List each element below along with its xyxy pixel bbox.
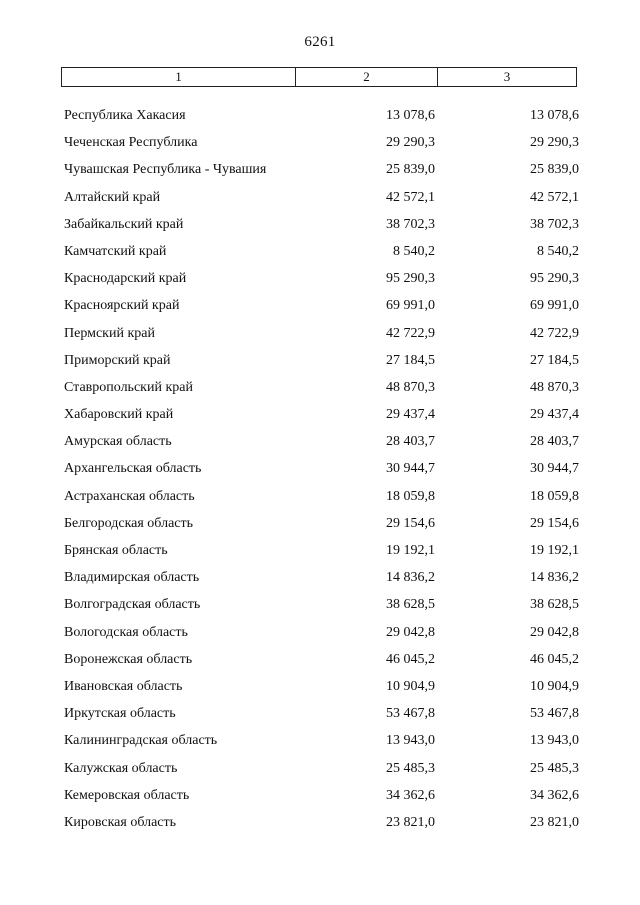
region-name: Амурская область: [64, 434, 172, 450]
region-name: Краснодарский край: [64, 271, 187, 287]
region-name: Камчатский край: [64, 243, 167, 259]
region-name: Владимирская область: [64, 570, 200, 586]
table-row: [0, 514, 640, 541]
table-row: [0, 133, 640, 160]
value-col2: 38 628,5: [386, 597, 435, 613]
value-col3: 29 154,6: [530, 515, 579, 531]
region-name: Кемеровская область: [64, 787, 190, 803]
value-col3: 46 045,2: [530, 651, 579, 667]
value-col3: 13 078,6: [530, 108, 579, 123]
value-col3: 14 836,2: [530, 570, 579, 586]
table-header: [61, 67, 577, 87]
value-col3: 30 944,7: [530, 461, 579, 477]
value-col3: 53 467,8: [530, 706, 579, 722]
table-row: [0, 351, 640, 378]
value-col2: 10 904,9: [386, 678, 435, 694]
value-col3: 29 437,4: [530, 407, 579, 423]
region-name: Ивановская область: [64, 678, 183, 694]
value-col3: 95 290,3: [530, 271, 579, 287]
value-col3: 69 991,0: [530, 298, 579, 314]
region-name: Забайкальский край: [64, 216, 184, 232]
value-col3: 13 943,0: [530, 733, 579, 749]
value-col2: 53 467,8: [386, 706, 435, 722]
table-row: [0, 813, 640, 840]
value-col3: 10 904,9: [530, 678, 579, 694]
value-col2: 13 078,6: [386, 108, 435, 123]
table-row: [0, 623, 640, 650]
value-col2: 13 943,0: [386, 733, 435, 749]
table-row: [0, 650, 640, 677]
table-row: [0, 541, 640, 568]
value-col2: 28 403,7: [386, 434, 435, 450]
region-name: Приморский край: [64, 352, 171, 368]
table-row: [0, 215, 640, 242]
region-name: Волгоградская область: [64, 597, 201, 613]
header-cell-col2: 2: [296, 68, 438, 86]
value-col3: 38 628,5: [530, 597, 579, 613]
value-col3: 25 485,3: [530, 760, 579, 776]
region-name: Вологодская область: [64, 624, 188, 640]
region-name: Чеченская Республика: [64, 135, 198, 151]
value-col2: 29 042,8: [386, 624, 435, 640]
value-col2: 14 836,2: [386, 570, 435, 586]
value-col2: 95 290,3: [386, 271, 435, 287]
value-col3: 29 290,3: [530, 135, 579, 151]
table-row: [0, 160, 640, 187]
value-col2: 42 572,1: [386, 189, 435, 205]
region-name: Ставропольский край: [64, 379, 193, 395]
table-row: [0, 704, 640, 731]
value-col3: 25 839,0: [530, 162, 579, 178]
table-row: [0, 242, 640, 269]
region-name: Белгородская область: [64, 515, 194, 531]
table-row: [0, 677, 640, 704]
value-col3: 29 042,8: [530, 624, 579, 640]
table-body: [0, 106, 640, 840]
table-row: [0, 378, 640, 405]
value-col3: 27 184,5: [530, 352, 579, 368]
region-name: Пермский край: [64, 325, 155, 341]
value-col3: 18 059,8: [530, 488, 579, 504]
region-name: Иркутская область: [64, 706, 176, 722]
region-name: Брянская область: [64, 543, 168, 558]
value-col2: 38 702,3: [386, 216, 435, 232]
table-row: [0, 405, 640, 432]
value-col3: 23 821,0: [530, 814, 579, 830]
region-name: Республика Хакасия: [64, 108, 186, 123]
table-row: [0, 324, 640, 351]
value-col3: 38 702,3: [530, 216, 579, 232]
value-col3: 34 362,6: [530, 787, 579, 803]
region-name: Архангельская область: [64, 461, 202, 477]
value-col2: 34 362,6: [386, 787, 435, 803]
value-col2: 30 944,7: [386, 461, 435, 477]
table-row: [0, 786, 640, 813]
value-col3: 42 722,9: [530, 325, 579, 341]
header-cell-col3: 3: [503, 69, 511, 84]
table-row: [0, 487, 640, 514]
value-col3: 42 572,1: [530, 189, 579, 205]
region-name: Калининградская область: [64, 733, 218, 749]
value-col2: 29 154,6: [386, 515, 435, 531]
table-row: [0, 568, 640, 595]
value-col2: 42 722,9: [386, 325, 435, 341]
value-col2: 48 870,3: [386, 379, 435, 395]
table-row: [0, 296, 640, 323]
table-row: [0, 595, 640, 622]
value-col2: 8 540,2: [393, 243, 435, 259]
region-name: Хабаровский край: [64, 407, 174, 423]
value-col2: 23 821,0: [386, 814, 435, 830]
page-number: 6261: [304, 34, 336, 50]
value-col2: 18 059,8: [386, 488, 435, 504]
region-name: Красноярский край: [64, 298, 180, 314]
table-row: [0, 459, 640, 486]
value-col2: 46 045,2: [386, 651, 435, 667]
value-col3: 48 870,3: [530, 379, 579, 395]
region-name: Калужская область: [64, 760, 178, 776]
table-row: [0, 188, 640, 215]
table-row: [0, 731, 640, 758]
value-col2: 69 991,0: [386, 298, 435, 314]
table-row: [0, 106, 640, 133]
region-name: Воронежская область: [64, 651, 193, 667]
value-col2: 27 184,5: [386, 352, 435, 368]
header-cell-col1: 1: [62, 68, 296, 86]
value-col3: 8 540,2: [537, 243, 579, 259]
value-col2: 19 192,1: [386, 543, 435, 558]
value-col3: 28 403,7: [530, 434, 579, 450]
region-name: Алтайский край: [64, 189, 161, 205]
table-row: [0, 432, 640, 459]
value-col3: 19 192,1: [530, 543, 579, 558]
region-name: Кировская область: [64, 814, 177, 830]
region-name: Астраханская область: [64, 488, 195, 504]
table-row: [0, 269, 640, 296]
value-col2: 25 485,3: [386, 760, 435, 776]
region-name: Чувашская Республика - Чувашия: [64, 162, 267, 178]
value-col2: 29 290,3: [386, 135, 435, 151]
value-col2: 25 839,0: [386, 162, 435, 178]
value-col2: 29 437,4: [386, 407, 435, 423]
table-row: [0, 759, 640, 786]
